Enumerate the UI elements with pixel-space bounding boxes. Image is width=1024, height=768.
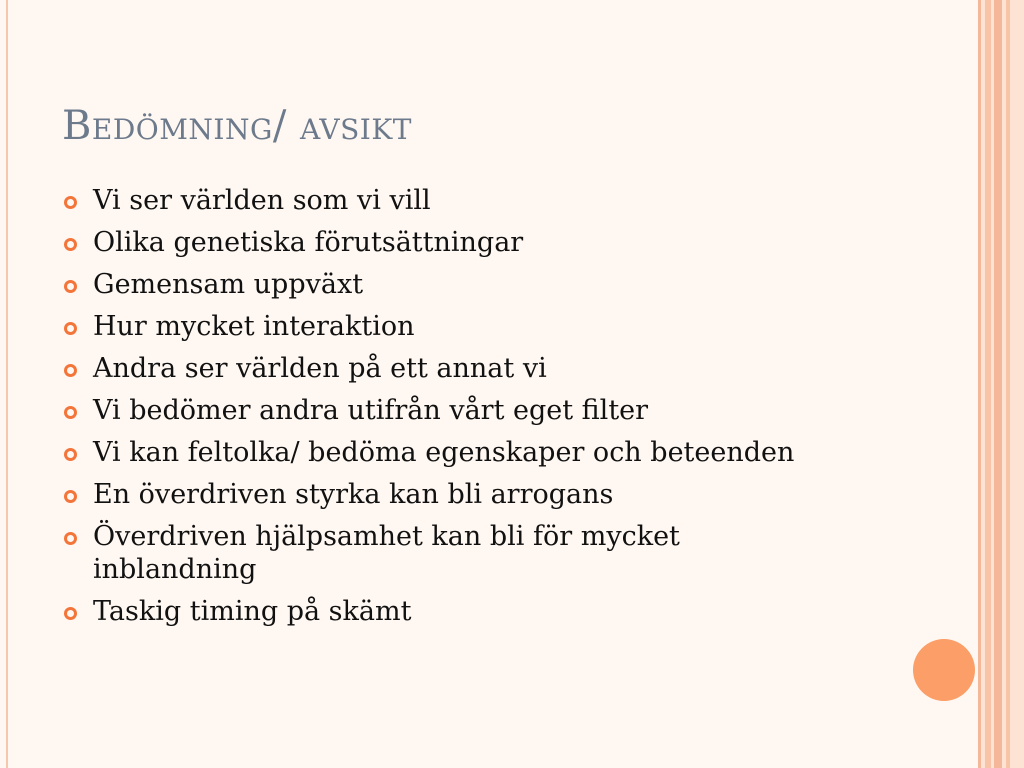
ring-bullet-icon (64, 280, 77, 293)
list-item (62, 394, 842, 427)
decor-stripe (1010, 0, 1024, 768)
ring-bullet-icon (64, 364, 77, 377)
bullet-text: Gemensam uppväxt (93, 269, 364, 300)
list-item (62, 352, 842, 385)
bullet-list (62, 184, 842, 637)
left-accent-rule (6, 0, 8, 768)
ring-bullet-icon (64, 607, 77, 620)
ring-bullet-icon (64, 322, 77, 335)
decor-stripe (994, 0, 1002, 768)
bullet-text: Andra ser världen på ett annat vi (93, 353, 547, 384)
bullet-text: Överdriven hjälpsamhet kan bli för mycket inblandning (93, 521, 680, 585)
ring-bullet-icon (64, 532, 77, 545)
bullet-text: Vi ser världen som vi vill (93, 185, 431, 216)
list-item (62, 268, 842, 301)
slide-title: Bedömning/ avsikt (62, 103, 412, 149)
bullet-text: Vi kan feltolka/ bedöma egenskaper och beteenden (93, 437, 795, 468)
ring-bullet-icon (64, 238, 77, 251)
list-item (62, 595, 842, 628)
list-item (62, 520, 842, 586)
list-item (62, 436, 842, 469)
bullet-text: En överdriven styrka kan bli arrogans (93, 479, 614, 510)
bullet-text: Olika genetiska förutsättningar (93, 227, 524, 258)
list-item (62, 184, 842, 217)
bullet-text: Taskig timing på skämt (93, 596, 412, 627)
bullet-text: Hur mycket interaktion (93, 311, 415, 342)
ring-bullet-icon (64, 406, 77, 419)
list-item (62, 310, 842, 343)
bullet-text: Vi bedömer andra utifrån vårt eget filter (93, 395, 649, 426)
list-item (62, 226, 842, 259)
accent-circle (913, 639, 975, 701)
ring-bullet-icon (64, 448, 77, 461)
ring-bullet-icon (64, 196, 77, 209)
list-item (62, 478, 842, 511)
ring-bullet-icon (64, 490, 77, 503)
